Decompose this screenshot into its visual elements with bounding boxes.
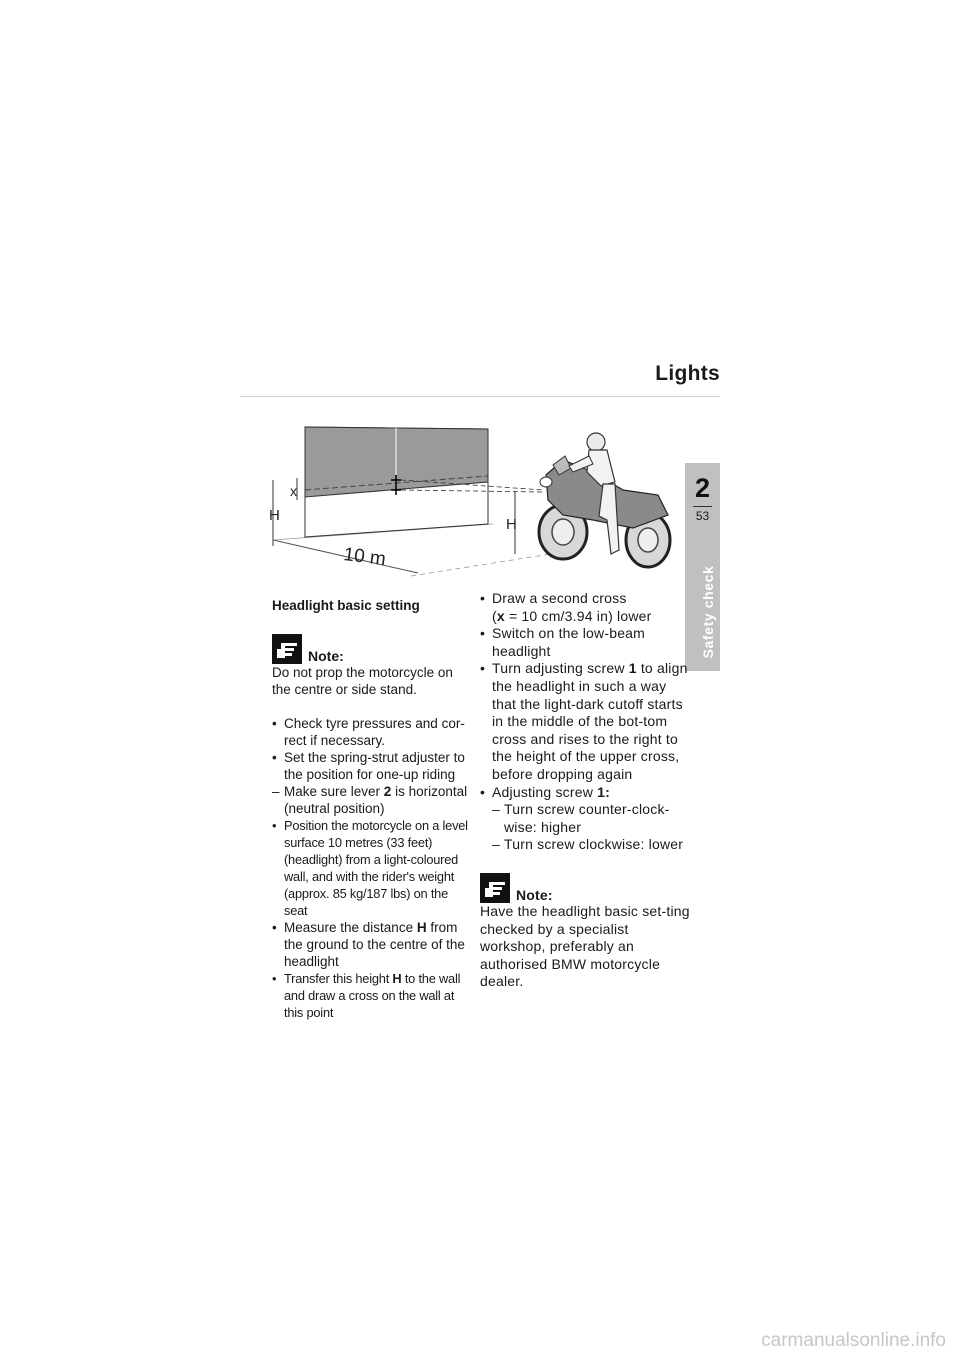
chapter-divider xyxy=(693,506,712,507)
list-item: • Transfer this height H to the wall and draw a cross on the wall at this point xyxy=(272,971,461,1020)
note-heading xyxy=(272,632,472,664)
list-item: • Measure the distance H from the ground to the centre of the headlight xyxy=(272,920,465,969)
page-title: Lights xyxy=(655,362,720,385)
watermark: carmanualsonline.info xyxy=(761,1330,946,1351)
list-item: • Draw a second cross (x = 10 cm/3.94 in) lower xyxy=(480,590,652,624)
list-item: • Switch on the low-beam headlight xyxy=(480,625,646,659)
note-heading xyxy=(480,871,690,903)
list-item: • Position the motorcycle on a level surface 10 metres (33 feet) (headlight) from a light-coloured wall, and with the rider's weight (approx. 85 kg/187 lbs) on the seat xyxy=(272,818,468,918)
chapter-number: 2 xyxy=(694,473,711,503)
note-text: Do not prop the motorcycle on the centre or side stand. xyxy=(272,665,453,697)
label-distance: 10 m xyxy=(342,544,387,571)
headlight-adjustment-figure xyxy=(263,420,683,585)
list-item: – Make sure lever 2 is horizontal (neutral position) xyxy=(272,784,468,816)
header-divider xyxy=(240,396,720,397)
motorcycle-illustration xyxy=(539,433,670,567)
section-label: Safety check xyxy=(700,565,716,659)
list-item: • Turn adjusting screw 1 to align the headlight in such a way that the light-dark cutoff starts in the middle of the bot-tom cross and rises to the right to the height of the upper cross, before dropping again xyxy=(480,660,688,782)
note-label: Note: xyxy=(516,886,553,903)
label-h-left: H xyxy=(269,507,280,524)
list-item: • Set the spring-strut adjuster to the position for one-up riding xyxy=(272,750,465,782)
sub-list-item: – Turn screw clockwise: lower xyxy=(492,836,684,853)
label-x: x xyxy=(290,483,297,499)
list-item: • Check tyre pressures and cor-rect if necessary. xyxy=(272,716,465,748)
subheading: Headlight basic setting xyxy=(272,598,420,613)
page-number: 53 xyxy=(695,509,710,523)
note-label: Note: xyxy=(308,648,344,664)
right-column xyxy=(480,590,690,991)
left-column xyxy=(272,597,472,1021)
note-pointing-hand-icon xyxy=(480,873,510,903)
sub-list-item: – Turn screw counter-clock-wise: higher xyxy=(492,801,670,835)
note-pointing-hand-icon xyxy=(272,634,302,664)
note-text: Have the headlight basic set-ting checked by a specialist workshop, preferably an authorised BMW motorcycle dealer. xyxy=(480,902,690,990)
list-item: • Adjusting screw 1: xyxy=(480,783,610,800)
label-h-right: H xyxy=(506,516,517,533)
